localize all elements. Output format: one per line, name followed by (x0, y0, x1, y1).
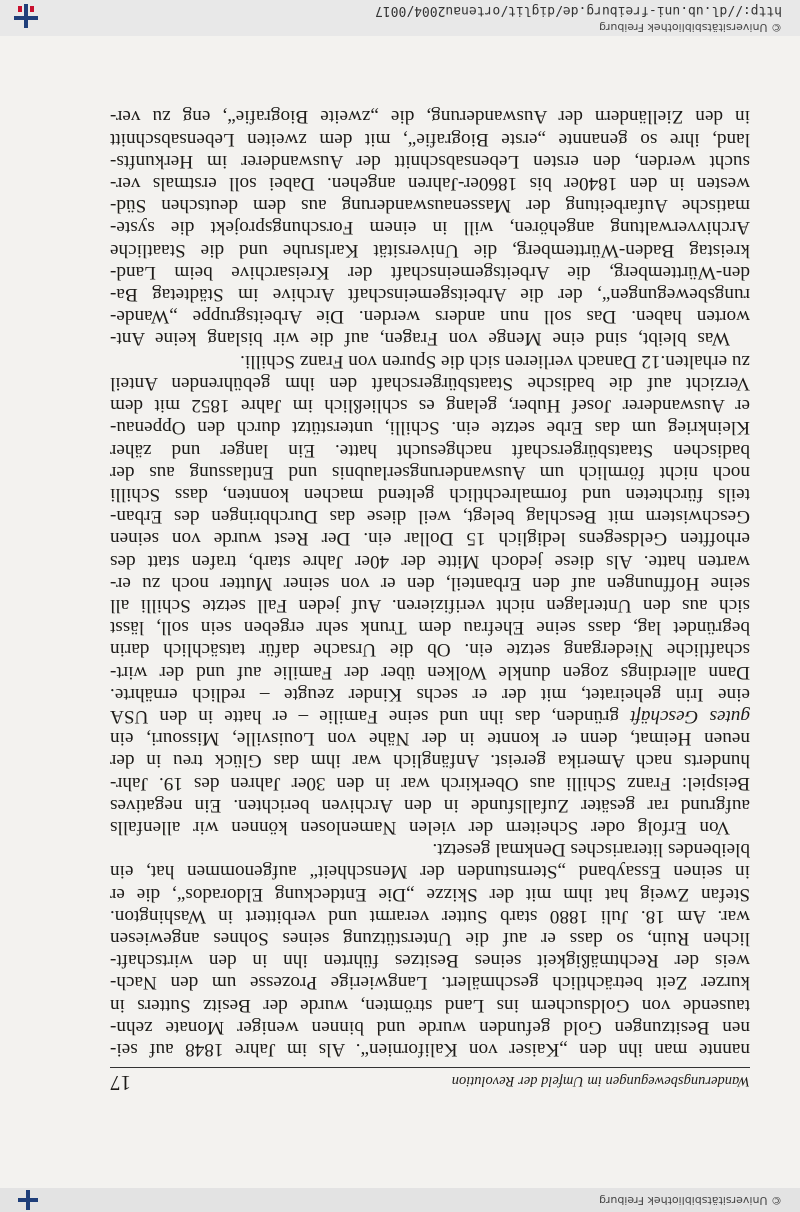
text-line: erhofften Geldsegens lediglich 15 Dollar ein. Der Rest wurde von seinen (110, 528, 750, 550)
text-line: rungsbewegungen“, der die Arbeitsgemeinschaft Archive im Städtetag Ba- (110, 284, 750, 306)
text-line: in den Zielländern der Auswanderung, die „zweite Biografie“, eng zu ver- (110, 106, 750, 128)
text-line: neuen Heimat, denn er konnte in der Nähe von Louisville, Missouri, ein (110, 728, 750, 750)
text-line: begründet lag, dass seine Ehefrau dem Trunk sehr ergeben sein soll, lässt (110, 617, 750, 639)
viewer-footer-bar (0, 1188, 800, 1212)
text-line: land, ihre so genannte „erste Biografie“, mit dem zweiten Lebensabschnitt (110, 128, 750, 150)
text-line: eine Irin geheiratet, mit der er sechs Kinder zeugte – redlich ernährte. (110, 683, 750, 705)
text-line: Geschwistern mit Beschlag belegt, weil diese das Durchbringen des Erban- (110, 506, 750, 528)
text-line: Was bleibt, sind eine Menge von Fragen, auf die wir bislang keine Ant- (110, 328, 730, 350)
text-line: Von Erfolg oder Scheitern der vielen Namenlosen können wir allenfalls (110, 816, 730, 838)
copyright-notice-footer: © Universitätsbibliothek Freiburg (599, 1194, 782, 1207)
text-line: bleibendes literarisches Denkmal gesetzt. (432, 839, 750, 861)
text-line: badischen Staatsbürgerschaft nachgesucht hatte. Ein langer und zäher (110, 439, 750, 461)
text-line: schaftliche Niedergang setzte ein. Ob die Ursache dafür tatsächlich darin (110, 639, 750, 661)
text-line: weis der Rechtmäßigkeit seines Besitzes führten ihn in den wirtschaft- (110, 950, 750, 972)
ub-freiburg-logo-icon (12, 4, 40, 32)
text-line: noch nicht förmlich um Auswanderungserlaubnis und Entlassung aus der (110, 461, 750, 483)
text-line: seine Hoffnungen auf den Erbanteil, den er von seiner Mutter noch zu er- (110, 572, 750, 594)
text-line: lichen Ruin, so dass er auf die Unterstützung seines Sohnes angewiesen (110, 927, 750, 949)
text-line: sucht werden, den ersten Lebensabschnitt der Auswanderer im Herkunfts- (110, 150, 750, 172)
text-line: worten haben. Das soll nun anders werden. Die Arbeitsgruppe „Wande- (110, 306, 750, 328)
text-line: matische Aufarbeitung der Massenauswanderung aus dem deutschen Süd- (110, 195, 750, 217)
text-line: aufgrund rar gesäter Zufallsfunde in den Archiven berichten. Ein negatives (110, 794, 750, 816)
viewer-header-bar (0, 0, 800, 36)
text-line: nen Besitzungen Gold gefunden wurde und binnen weniger Monate zehn- (110, 1016, 750, 1038)
text-line: nannte man ihn den „Kaiser von Kalifornien“. Als im Jahre 1848 auf sei- (110, 1039, 750, 1060)
text-line: sich aus den Unterlagen nicht verifizieren. Auf jeden Fall setzte Schilli all (110, 594, 750, 616)
text-line: Stefan Zweig hat ihm mit der Skizze „Die Entdeckung Eldorados“, die er (110, 883, 750, 905)
body-text (110, 105, 750, 1060)
text-line: Beispiel: Franz Schilli aus Oberkirch war in den 30er Jahren des 19. Jahr- (110, 772, 750, 794)
text-line: Verzicht auf die badische Staatsbürgerschaft den ihm gebührenden Anteil (110, 372, 750, 394)
text-line: Kleinkrieg um das Erbe setzte ein. Schilli, unterstützt durch den Oppenau- (110, 417, 750, 439)
text-line: kurzer Zeit beträchtlich geschmälert. Langwierige Prozesse um den Nach- (110, 972, 750, 994)
text-line: war. Am 18. Juli 1880 starb Sutter verarmt und verbittert in Washington. (110, 905, 750, 927)
text-line: gutes Geschäft gründen, das ihn und seine Familie – er hatte in den USA (110, 705, 750, 727)
text-line: den-Württemberg, die Arbeitsgemeinschaft der Kreisarchive beim Land- (110, 261, 750, 283)
text-line: Archivverwaltung angehören, will in einem Forschungsprojekt die syste- (110, 217, 750, 239)
copyright-notice-header: © Universitätsbibliothek Freiburg (599, 21, 782, 34)
text-line: zu erhalten.12 Danach verlieren sich die Spuren von Franz Schilli. (240, 350, 750, 372)
text-line: tausende von Goldsuchern ins Land strömten, wurde der Besitz Sutters in (110, 994, 750, 1016)
text-line: kreistag Baden-Württemberg, die Universität Karlsruhe und die Staatliche (110, 239, 750, 261)
text-line: teils fürchteten und formalrechtlich geltend machen konnten, dass Schilli (110, 483, 750, 505)
running-head (110, 1067, 750, 1094)
viewer-url[interactable]: http://dl.ub.uni-freiburg.de/diglit/ortenau2004/0017 (375, 3, 782, 18)
page-number: 17 (110, 1071, 131, 1095)
text-line: warten hatte. Als diese jedoch Mitte der 40er Jahre starb, trafen statt des (110, 550, 750, 572)
text-line: er Auswanderer Josef Huber, gelang es schließlich im Jahre 1852 mit dem (110, 395, 750, 417)
running-title: Wanderungsbewegungen im Umfeld der Revolution (451, 1073, 750, 1089)
text-line: in seinen Essayband „Sternstunden der Menschheit“ aufgenommen hat, ein (110, 861, 750, 883)
text-line: Dann allerdings zogen dunkle Wolken über der Familie auf und der wirt- (110, 661, 750, 683)
ub-freiburg-logo-icon (14, 1182, 42, 1210)
text-line: hunderts nach Amerika gereist. Anfänglich war ihm das Glück treu in der (110, 750, 750, 772)
text-line: westen in den 1840er bis 1860er-Jahren angehen. Dabei soll erstmals ver- (110, 173, 750, 195)
